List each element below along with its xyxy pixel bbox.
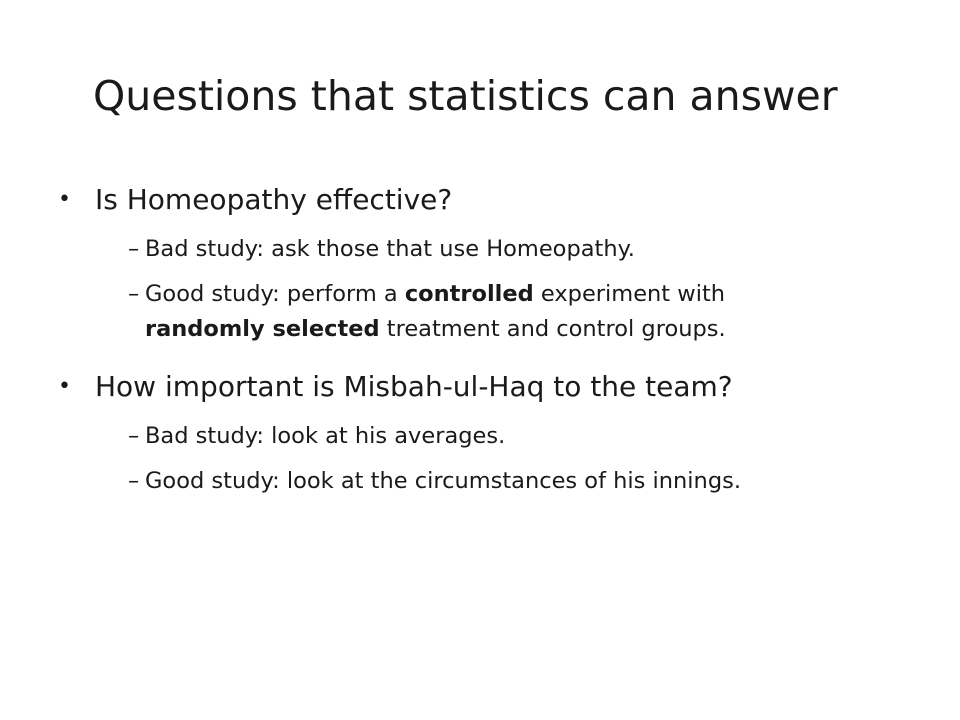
bullet-list <box>58 180 918 499</box>
sub-item-text: Good study: look at the circumstances of his innings. <box>145 468 741 494</box>
bullet-text: How important is Misbah-ul-Haq to the team? <box>95 370 733 403</box>
sub-item <box>128 277 918 347</box>
bullet-marker: • <box>58 187 71 212</box>
sub-marker: – <box>128 468 140 494</box>
sub-list <box>58 232 918 347</box>
bullet-marker: • <box>58 374 71 399</box>
sub-item-text <box>145 277 845 347</box>
bullet-text: Is Homeopathy effective? <box>95 183 453 216</box>
emphasis-randomly-selected: randomly selected <box>145 316 380 342</box>
bullet-item <box>58 367 918 499</box>
bullet-item <box>58 180 918 347</box>
sub-marker: – <box>128 281 140 307</box>
sub-item <box>128 232 918 267</box>
sub-item-text: Bad study: ask those that use Homeopathy. <box>145 236 635 262</box>
sub-item <box>128 464 918 499</box>
sub-marker: – <box>128 236 140 262</box>
sub-item-text: Bad study: look at his averages. <box>145 423 506 449</box>
sub-item <box>128 419 918 454</box>
sub-item-text-part: Good study: perform a <box>145 281 405 307</box>
sub-item-text-part: experiment with <box>533 281 726 307</box>
sub-list <box>58 419 918 499</box>
sub-item-text-part: treatment and control groups. <box>379 316 726 342</box>
slide-title: Questions that statistics can answer <box>93 72 838 120</box>
sub-marker: – <box>128 423 140 449</box>
emphasis-controlled: controlled <box>404 281 534 307</box>
